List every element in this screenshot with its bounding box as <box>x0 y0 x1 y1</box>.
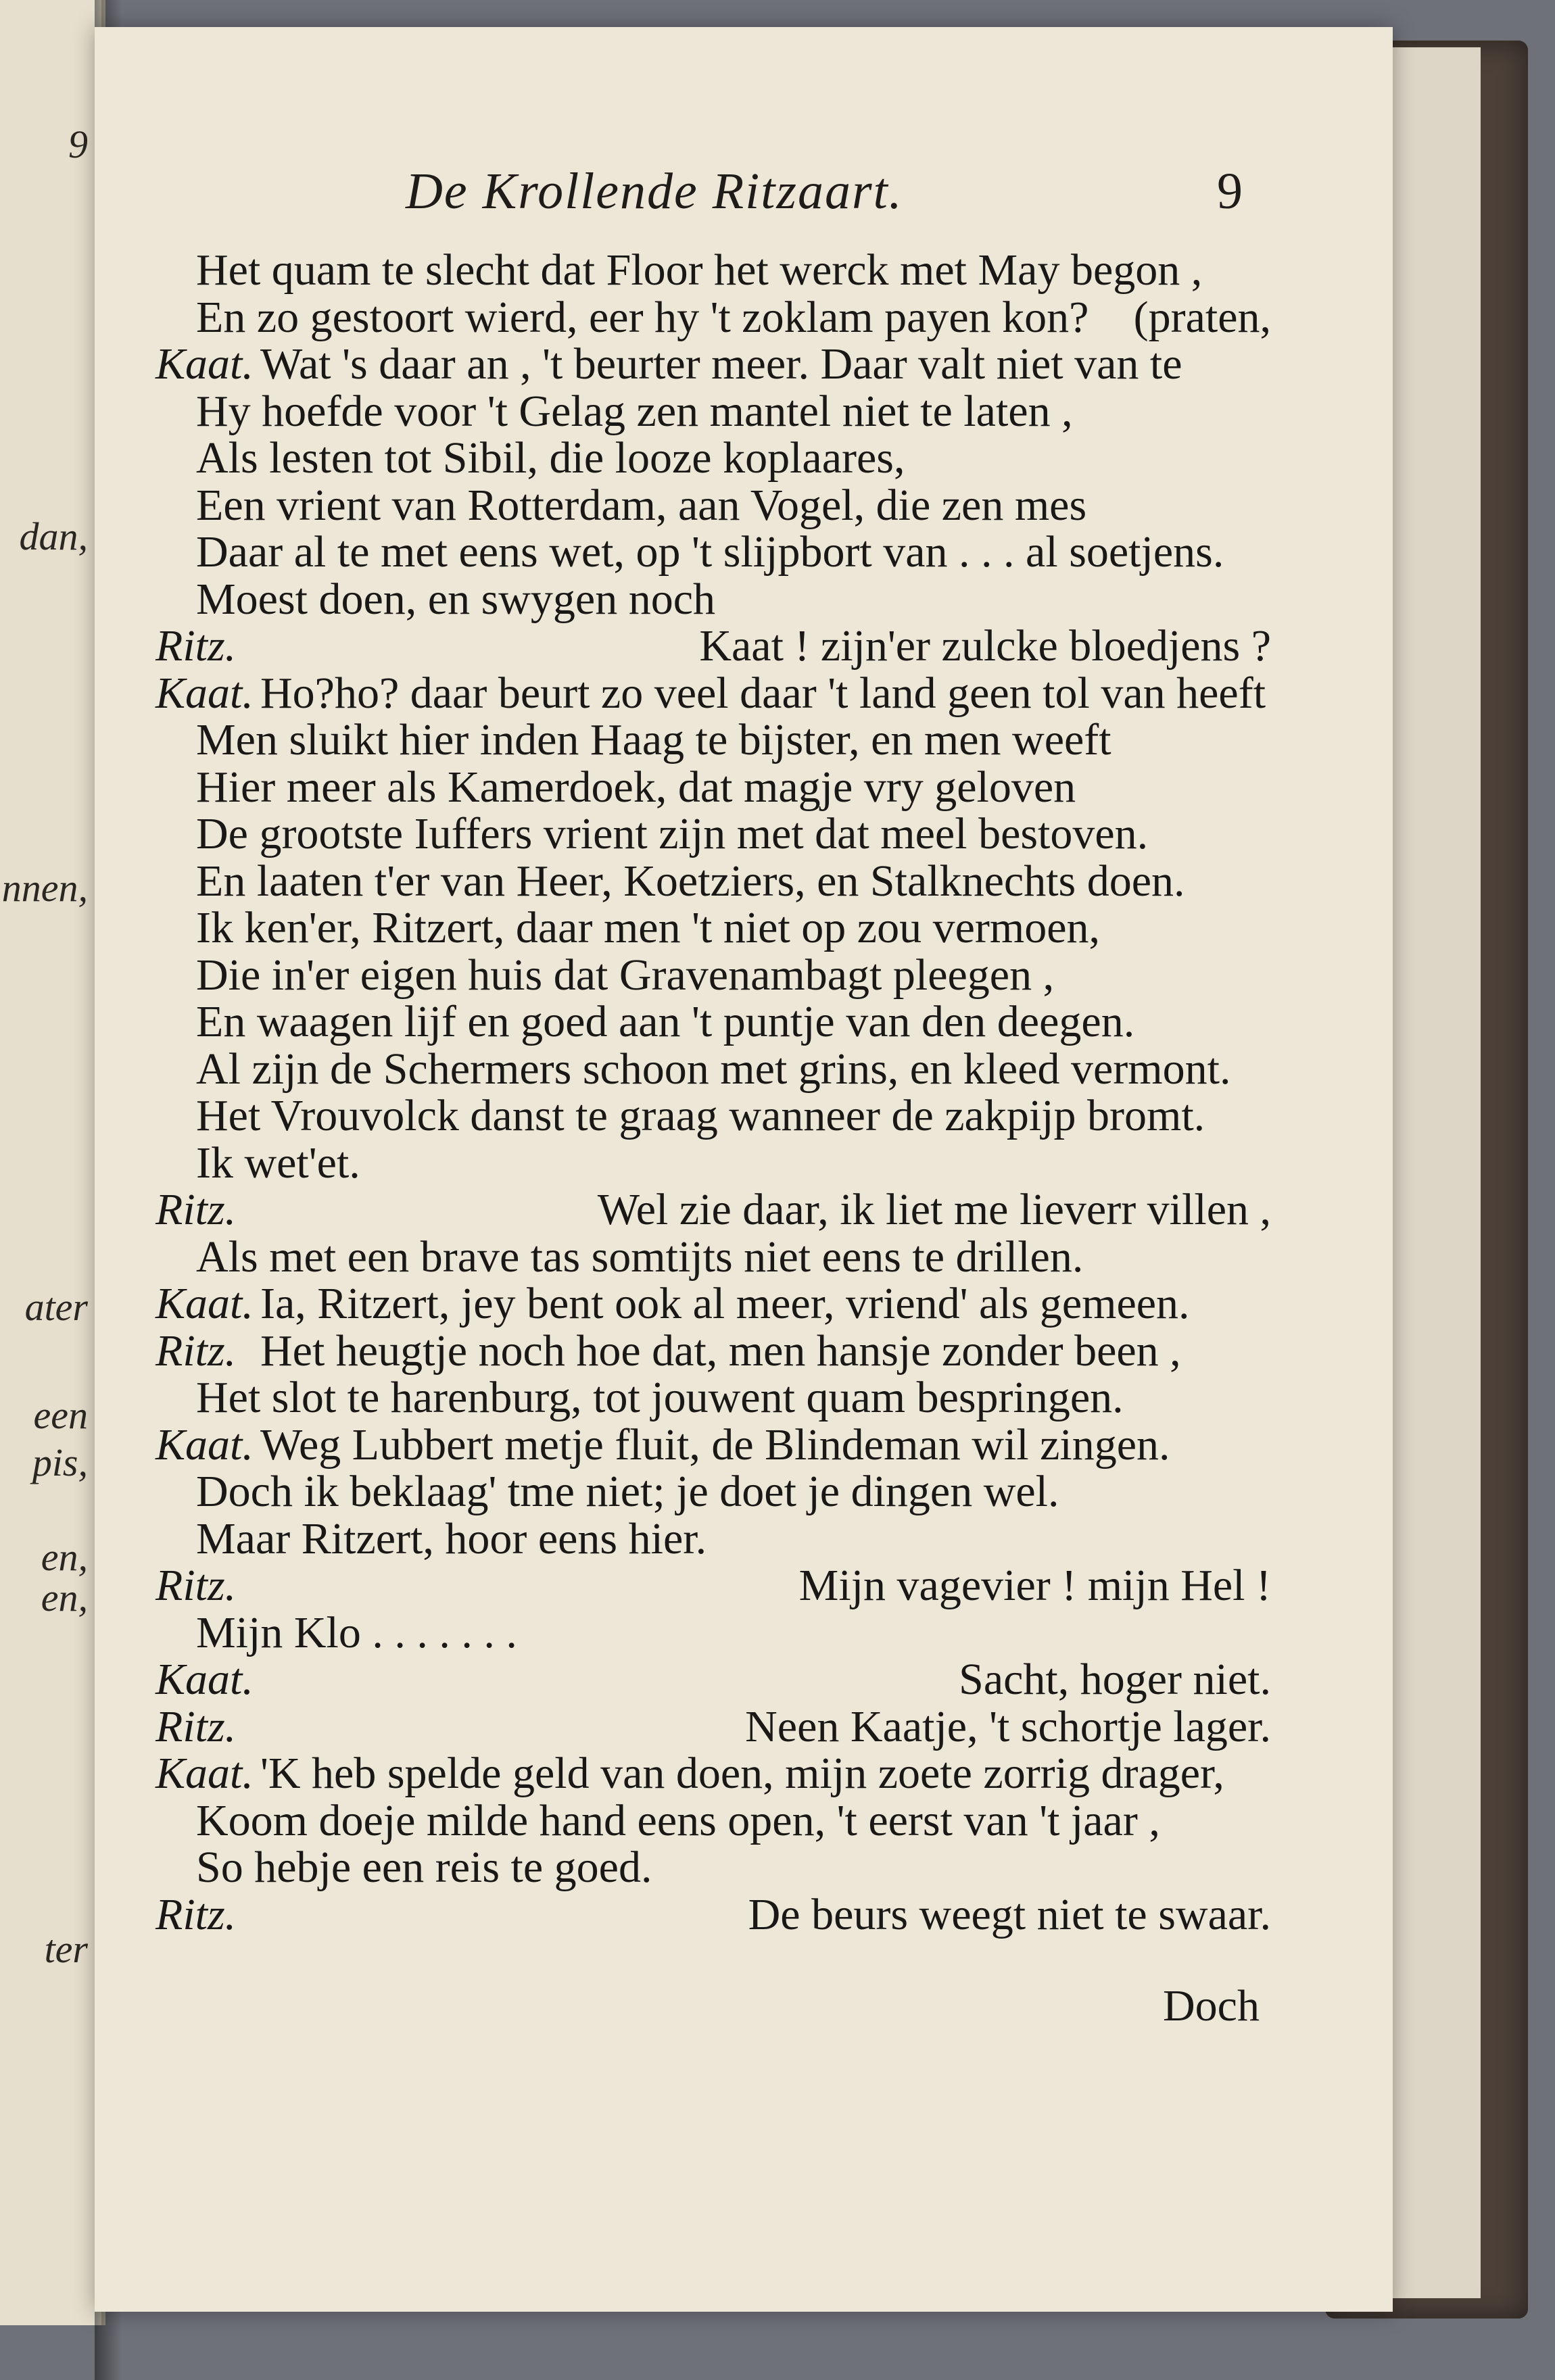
verse-right-text: Mijn vagevier ! mijn Hel ! <box>798 1561 1271 1610</box>
left-fragment: een <box>33 1393 88 1437</box>
verse-line <box>95 1042 1312 1096</box>
verse-text: En waagen lijf en goed aan 't puntje van den deegen. <box>196 997 1135 1046</box>
verse-line <box>95 1230 1312 1284</box>
verse-text: Men sluikt hier inden Haag te bijster, en men weeft <box>196 715 1111 764</box>
verse-text: Weg Lubbert metje fluit, de Blindeman wil zingen. <box>260 1420 1170 1470</box>
verse-line <box>95 1888 1312 1942</box>
verse-line <box>95 713 1312 767</box>
verse-text: Als lesten tot Sibil, die looze koplaares, <box>196 433 905 483</box>
verse-line <box>95 525 1312 579</box>
speaker-label: Ritz. <box>156 621 237 671</box>
verse-right-text: Neen Kaatje, 't schortje lager. <box>745 1702 1271 1751</box>
verse-text: Maar Ritzert, hoor eens hier. <box>196 1514 707 1563</box>
verse-text: So hebje een reis te goed. <box>196 1843 652 1892</box>
verse-text: Als met een brave tas somtijts niet eens te drillen. <box>196 1232 1084 1282</box>
verse-line <box>95 1512 1312 1566</box>
verse-text: En laaten t'er van Heer, Koetziers, en Stalknechts doen. <box>196 856 1185 906</box>
verse-line <box>95 1371 1312 1425</box>
verse-text: Het slot te harenburg, tot jouwent quam bespringen. <box>196 1373 1124 1422</box>
left-page <box>0 0 105 2325</box>
left-fragment: en, <box>41 1535 88 1579</box>
verse-text: Wat 's daar an , 't beurter meer. Daar valt niet van te <box>260 339 1182 389</box>
speaker-label: Kaat. <box>156 1749 254 1798</box>
left-fragment: dan, <box>19 514 88 558</box>
speaker-label: Kaat. <box>156 1279 254 1328</box>
verse-right-text: Kaat ! zijn'er zulcke bloedjens ? <box>699 621 1271 671</box>
verse-line <box>95 760 1312 815</box>
verse-text: Hier meer als Kamerdoek, dat magje vry geloven <box>196 762 1076 812</box>
speaker-label: Kaat. <box>156 1420 254 1470</box>
verse-text: Mijn Klo . . . . . . . <box>196 1608 517 1657</box>
verse-line <box>95 995 1312 1049</box>
verse-line <box>95 431 1312 485</box>
verse-text: Ik wet'et. <box>196 1138 360 1188</box>
verse-text: Die in'er eigen huis dat Gravenambagt pleegen , <box>196 950 1055 1000</box>
verse-text: Het Vrouvolck danst te graag wanneer de zakpijp bromt. <box>196 1091 1205 1140</box>
left-fragment: nnen, <box>1 866 88 910</box>
verse-line <box>95 337 1312 391</box>
verse-line <box>95 1183 1312 1237</box>
verse-text: Koom doeje milde hand eens open, 't eerst van 't jaar , <box>196 1796 1160 1845</box>
verse-line <box>95 243 1312 297</box>
catchword: Doch <box>1163 1981 1260 2031</box>
verse-text: Moest doen, en swygen noch <box>196 575 716 624</box>
verse-right-text: De beurs weegt niet te swaar. <box>748 1890 1271 1939</box>
verse-line <box>95 1418 1312 1472</box>
speaker-label: Ritz. <box>156 1185 237 1234</box>
verse-text: De grootste Iuffers vrient zijn met dat meel bestoven. <box>196 809 1149 858</box>
verse-line <box>95 291 1312 345</box>
left-fragment: en, <box>41 1576 88 1620</box>
verse-line <box>95 1606 1312 1660</box>
left-fragment: ter <box>44 1927 88 1971</box>
verse-line <box>95 385 1312 439</box>
speaker-label: Ritz. <box>156 1890 237 1939</box>
verse-text: Het quam te slecht dat Floor het werck met May begon , <box>196 245 1203 295</box>
left-fragment: ater <box>24 1285 88 1329</box>
verse-line <box>95 666 1312 721</box>
verse-text: Doch ik beklaag' tme niet; je doet je dingen wel. <box>196 1467 1059 1516</box>
verse-text: Ia, Ritzert, jey bent ook al meer, vriend' als gemeen. <box>260 1279 1190 1328</box>
verse-text: Ik ken'er, Ritzert, daar men 't niet op zou vermoen, <box>196 903 1100 952</box>
verse-line <box>95 479 1312 533</box>
verse-right-text: (praten, <box>1133 293 1271 342</box>
verse-right-text: Sacht, hoger niet. <box>959 1655 1271 1704</box>
verse-text: En zo gestoort wierd, eer hy 't zoklam payen kon? <box>196 293 1089 342</box>
right-page <box>95 27 1393 2312</box>
verse-line <box>95 1841 1312 1895</box>
page-number: 9 <box>1217 163 1243 220</box>
left-page-number: 9 <box>68 122 88 166</box>
verse-line <box>95 807 1312 861</box>
verse-line <box>95 1136 1312 1190</box>
verse-line <box>95 948 1312 1002</box>
verse-line <box>95 1700 1312 1754</box>
verse-line <box>95 901 1312 955</box>
verse-line <box>95 1794 1312 1848</box>
speaker-label: Kaat. <box>156 339 254 389</box>
verse-line <box>95 1465 1312 1519</box>
verse-right-text: Wel zie daar, ik liet me lieverr villen , <box>597 1185 1271 1234</box>
verse-line <box>95 1653 1312 1707</box>
running-title: De Krollende Ritzaart. <box>406 163 903 220</box>
speaker-label: Ritz. <box>156 1326 237 1376</box>
speaker-label: Ritz. <box>156 1561 237 1610</box>
speaker-label: Kaat. <box>156 669 254 718</box>
verse-text: Daar al te met eens wet, op 't slijpbort van . . . al soetjens. <box>196 527 1224 577</box>
verse-line <box>95 619 1312 673</box>
verse-line <box>95 573 1312 627</box>
verse-line <box>95 1559 1312 1613</box>
verse-line <box>95 854 1312 908</box>
verse-line <box>95 1747 1312 1801</box>
verse-text: Een vrient van Rotterdam, aan Vogel, die zen mes <box>196 481 1087 530</box>
verse-text: Ho?ho? daar beurt zo veel daar 't land geen tol van heeft <box>260 669 1266 718</box>
verse-line <box>95 1089 1312 1143</box>
verse-text: 'K heb spelde geld van doen, mijn zoete zorrig drager, <box>260 1749 1224 1798</box>
verse-line <box>95 1277 1312 1331</box>
verse-text: Het heugtje noch hoe dat, men hansje zonder been , <box>260 1326 1181 1376</box>
verse-line <box>95 1324 1312 1378</box>
speaker-label: Ritz. <box>156 1702 237 1751</box>
speaker-label: Kaat. <box>156 1655 254 1704</box>
verse-text: Al zijn de Schermers schoon met grins, en kleed vermont. <box>196 1044 1231 1094</box>
verse-text: Hy hoefde voor 't Gelag zen mantel niet te laten , <box>196 387 1073 436</box>
left-fragment: pis, <box>32 1440 88 1484</box>
